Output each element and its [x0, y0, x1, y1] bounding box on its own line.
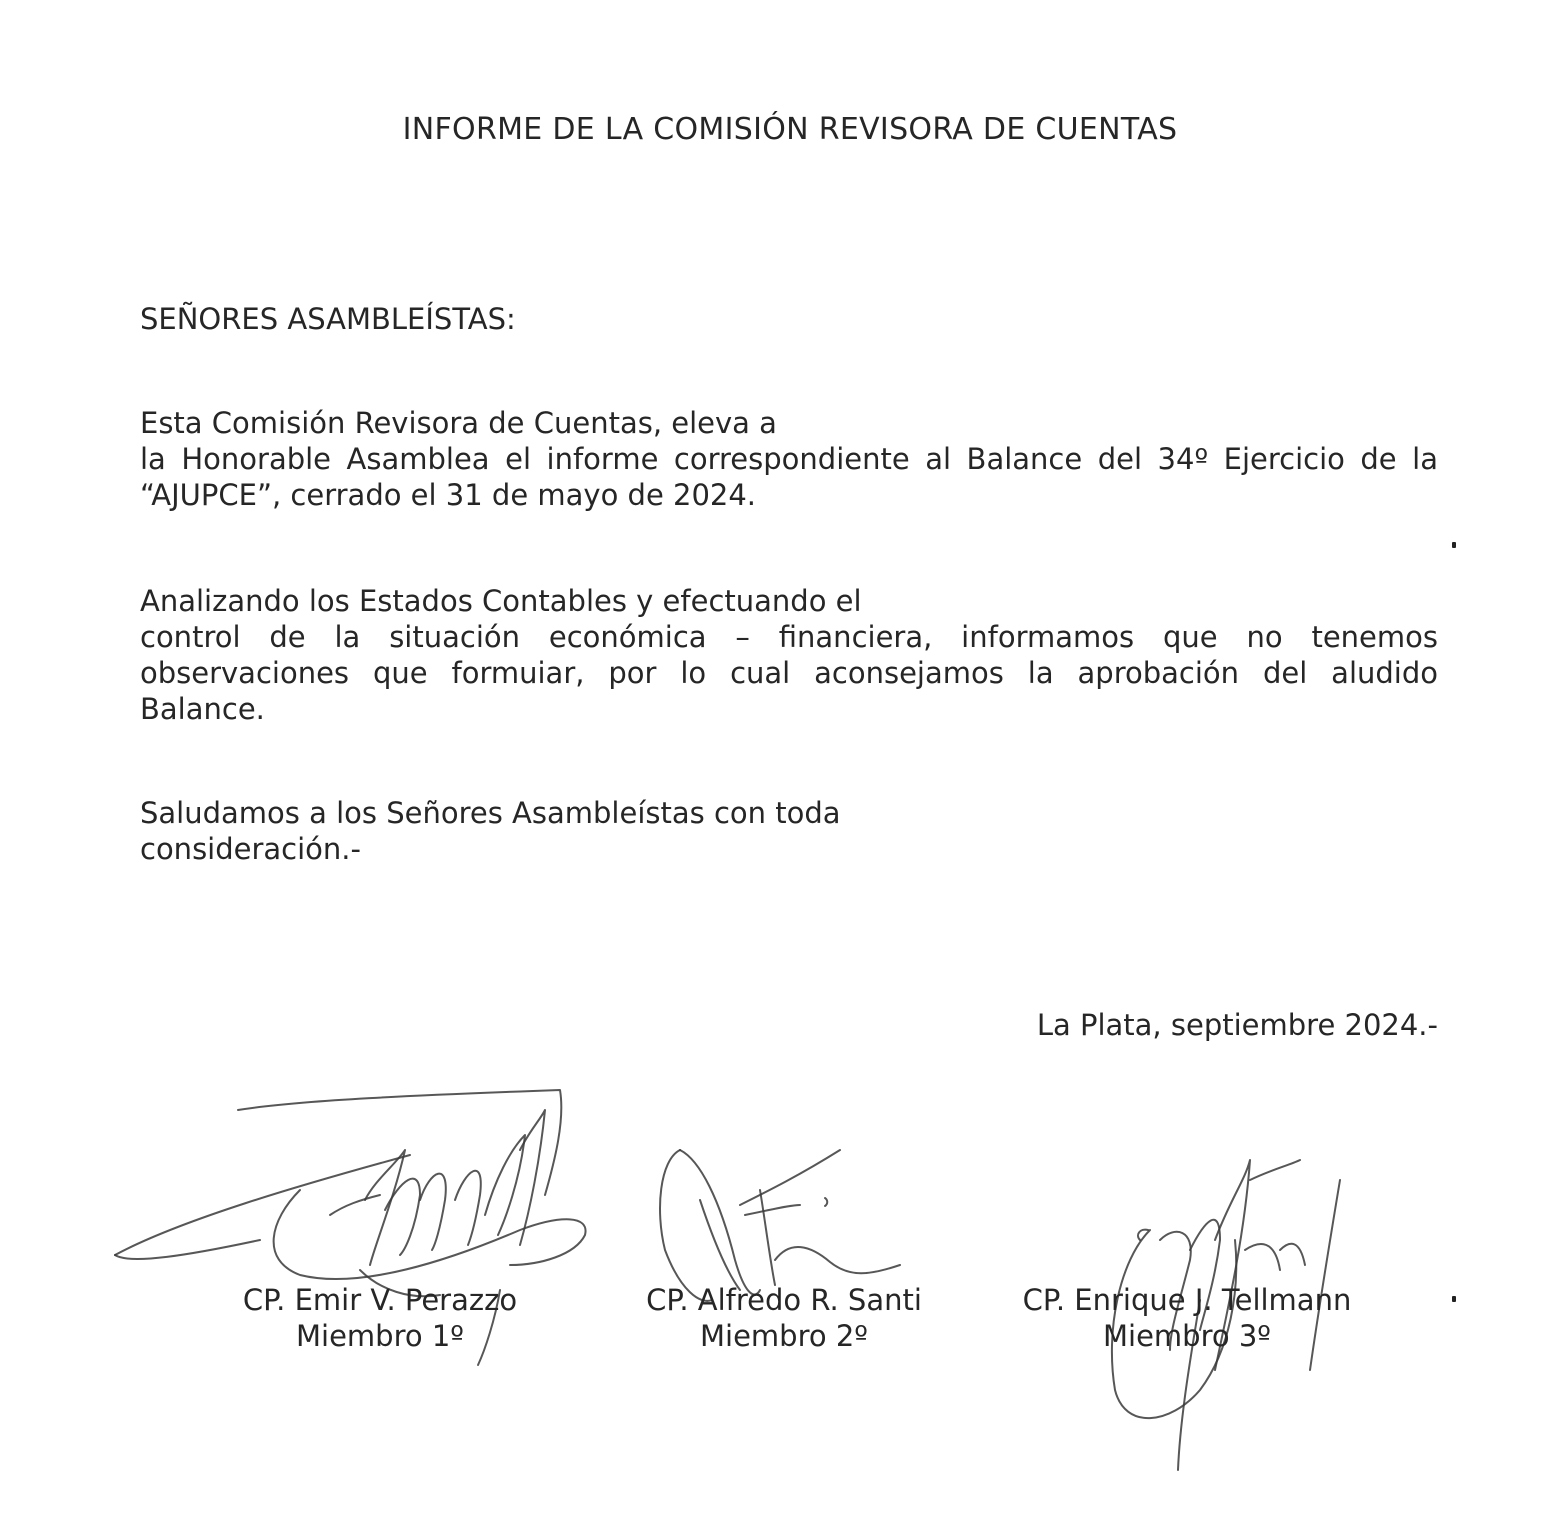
document-title: INFORME DE LA COMISIÓN REVISORA DE CUENTAS: [402, 112, 1178, 147]
signatory-role: Miembro 1º: [296, 1319, 464, 1353]
paragraph-line: “AJUPCE”, cerrado el 31 de mayo de 2024.: [140, 478, 757, 512]
signatory-name: CP. Enrique J. Tellmann: [1022, 1283, 1352, 1317]
paragraph-line: la Honorable Asamblea el informe correspondiente al Balance del 34º Ejercicio de la: [140, 442, 1438, 476]
signatory-1: [170, 1282, 590, 1354]
signatory-name: CP. Emir V. Perazzo: [242, 1283, 518, 1317]
paragraph-line: Esta Comisión Revisora de Cuentas, eleva a: [140, 406, 777, 440]
scan-speck: [1452, 542, 1456, 548]
signatory-role: Miembro 2º: [700, 1319, 868, 1353]
paragraph-line: control de la situación económica – financiera, informamos que no tenemos: [140, 620, 1438, 654]
paragraph-report: [140, 405, 1438, 513]
signatory-2: [574, 1282, 994, 1354]
signatory-3: [977, 1282, 1397, 1354]
salutation: SEÑORES ASAMBLEÍSTAS:: [140, 302, 516, 336]
signatory-role: Miembro 3º: [1103, 1319, 1271, 1353]
paragraph-closing: [140, 795, 1438, 867]
paragraph-line: Balance.: [140, 692, 265, 726]
paragraph-line: Saludamos a los Señores Asambleístas con toda: [140, 796, 841, 830]
paragraph-line: Analizando los Estados Contables y efectuando el: [140, 584, 862, 618]
place-date: La Plata, septiembre 2024.-: [1036, 1008, 1438, 1042]
signature-2: [660, 1150, 900, 1301]
paragraph-line: observaciones que formuiar, por lo cual aconsejamos la aprobación del aludido: [140, 656, 1438, 690]
signatory-name: CP. Alfredo R. Santi: [646, 1283, 922, 1317]
paragraph-line: consideración.-: [140, 832, 361, 866]
paragraph-analysis: [140, 583, 1438, 727]
scan-speck: [1452, 1296, 1456, 1302]
